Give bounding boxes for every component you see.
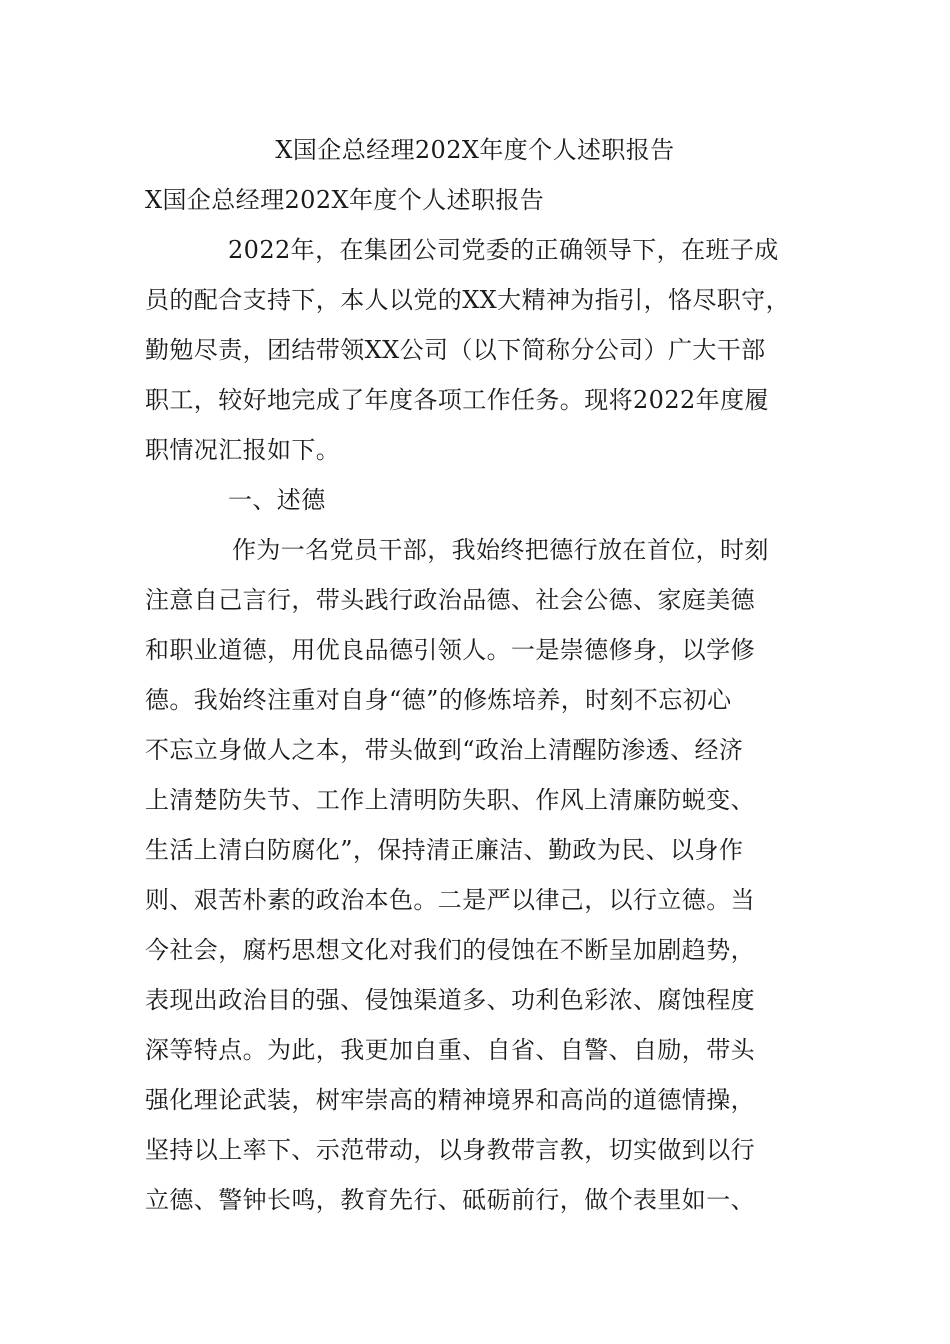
intro-line: 员的配合支持下，本人以党的XX大精神为指引，恪尽职守， [145,286,790,314]
section-heading: 一、述德 [228,486,326,514]
section-line: 上清楚防失节、工作上清明防失职、作风上清廉防蜕变、 [145,786,755,814]
section-line: 表现出政治目的强、侵蚀渠道多、功利色彩浓、腐蚀程度 [145,986,755,1014]
intro-line: 2022年，在集团公司党委的正确领导下，在班子成 [228,236,779,264]
section-line: 坚持以上率下、示范带动，以身教带言教，切实做到以行 [145,1136,755,1164]
section-line: 注意自己言行，带头践行政治品德、社会公德、家庭美德 [145,586,755,614]
section-line: 深等特点。为此，我更加自重、自省、自警、自励，带头 [145,1036,755,1064]
document-title: X国企总经理202X年度个人述职报告 [275,136,675,164]
document-subtitle: X国企总经理202X年度个人述职报告 [145,186,545,214]
section-line: 生活上清白防腐化”，保持清正廉洁、勤政为民、以身作 [145,836,744,864]
section-line: 今社会，腐朽思想文化对我们的侵蚀在不断呈加剧趋势， [145,936,755,964]
intro-line: 职工，较好地完成了年度各项工作任务。现将2022年度履 [145,386,769,414]
section-line: 不忘立身做人之本，带头做到“政治上清醒防渗透、经济 [145,736,744,764]
section-line: 则、艰苦朴素的政治本色。二是严以律己，以行立德。当 [145,886,755,914]
section-line: 和职业道德，用优良品德引领人。一是崇德修身，以学修 [145,636,755,664]
section-line: 德。我始终注重对自身“德”的修炼培养，时刻不忘初心 [145,686,732,714]
section-line: 立德、警钟长鸣，教育先行、砥砺前行，做个表里如一、 [145,1186,755,1214]
section-line: 作为一名党员干部，我始终把德行放在首位，时刻 [232,536,769,564]
intro-line: 职情况汇报如下。 [145,436,341,464]
intro-line: 勤勉尽责，团结带领XX公司（以下简称分公司）广大干部 [145,336,766,364]
section-line: 强化理论武装，树牢崇高的精神境界和高尚的道德情操， [145,1086,755,1114]
